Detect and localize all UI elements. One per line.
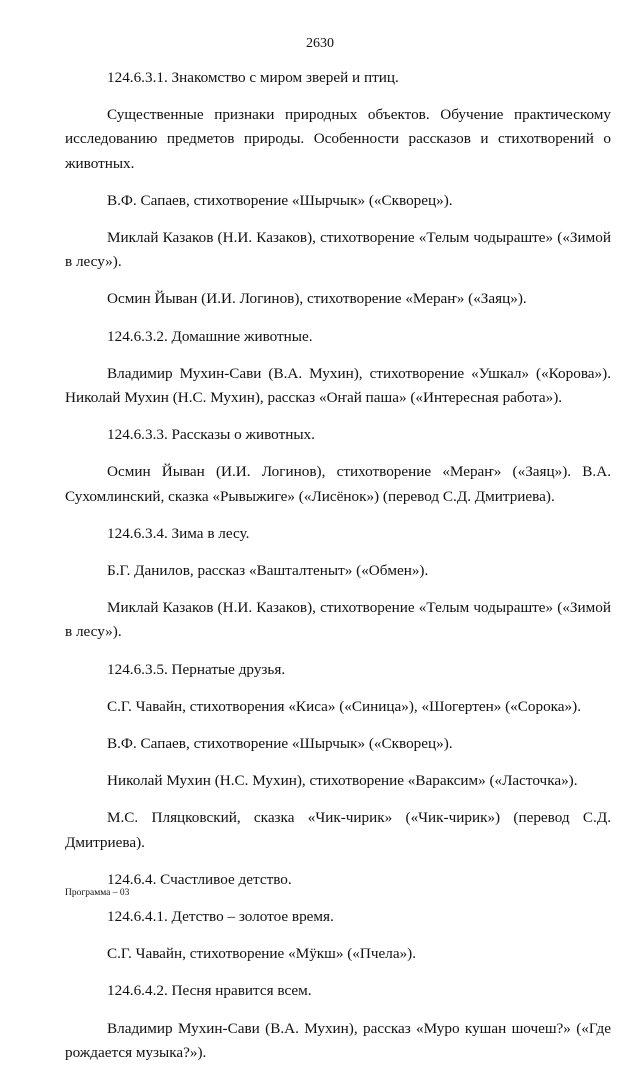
page-footer: Программа – 03 bbox=[65, 888, 130, 898]
paragraph-danilov-vashtaltenyt: Б.Г. Данилов, рассказ «Вашталтеныт» («Обмен»). bbox=[107, 562, 429, 580]
paragraph-section-124-6-3-4: 124.6.3.4. Зима в лесу. bbox=[107, 524, 250, 542]
paragraph-section-124-6-4-2: 124.6.4.2. Песня нравится всем. bbox=[107, 982, 312, 1000]
paragraph-mukhin-savi-muro: Владимир Мухин-Сави (В.А. Мухин), рассказ «Муро кушан шочеш?» («Где рождается музыка?»). bbox=[65, 1019, 611, 1061]
paragraph-kazakov-telym: Миклай Казаков (Н.И. Казаков), стихотворение «Телым чодыраште» («Зимой в лесу»). bbox=[65, 229, 611, 271]
paragraph-chavain-kisa: С.Г. Чавайн, стихотворения «Киса» («Синица»), «Шогертен» («Сорока»). bbox=[107, 697, 581, 715]
page-number: 2630 bbox=[306, 36, 334, 51]
paragraph-mukhin-varaksim: Николай Мухин (Н.С. Мухин), стихотворение «Вараксим» («Ласточка»). bbox=[107, 772, 578, 790]
paragraph-section-124-6-3-2: 124.6.3.2. Домашние животные. bbox=[107, 327, 313, 345]
paragraph-kazakov-telym-2: Миклай Казаков (Н.И. Казаков), стихотворение «Телым чодыраште» («Зимой в лесу»). bbox=[65, 599, 611, 641]
paragraph-osmin-meran: Осмин Йыван (И.И. Логинов), стихотворение «Мераҥ» («Заяц»). bbox=[107, 290, 527, 308]
paragraph-sapaev-shyrchyk: В.Ф. Сапаев, стихотворение «Шырчык» («Скворец»). bbox=[107, 191, 453, 209]
paragraph-section-124-6-4: 124.6.4. Счастливое детство. bbox=[107, 870, 292, 888]
paragraph-osmin-sukhomlinsky: Осмин Йыван (И.И. Логинов), стихотворение «Мераҥ» («Заяц»). В.А. Сухомлинский, сказка «Рывыжиге» («Лисёнок») (перевод С.Д. Дмитриева). bbox=[65, 463, 611, 505]
paragraph-section-124-6-3-5: 124.6.3.5. Пернатые друзья. bbox=[107, 660, 286, 678]
document-body bbox=[65, 66, 611, 1065]
paragraph-chavain-mukш: С.Г. Чавайн, стихотворение «Мӱкш» («Пчела»). bbox=[107, 945, 417, 963]
paragraph-sapaev-shyrchyk-2: В.Ф. Сапаев, стихотворение «Шырчык» («Скворец»). bbox=[107, 735, 453, 753]
paragraph-nature-features: Существенные признаки природных объектов. Обучение практическому исследованию предметов природы. Особенности рассказов и стихотворений о животных. bbox=[65, 106, 611, 172]
paragraph-section-124-6-3-1: 124.6.3.1. Знакомство с миром зверей и птиц. bbox=[107, 69, 399, 86]
paragraph-mukhin-ushkal: Владимир Мухин-Сави (В.А. Мухин), стихотворение «Ушкал» («Корова»). Николай Мухин (Н.С. Мухин), рассказ «Оҥай паша» («Интересная работа»). bbox=[65, 364, 611, 407]
paragraph-section-124-6-3-3: 124.6.3.3. Рассказы о животных. bbox=[107, 426, 315, 444]
paragraph-section-124-6-4-1: 124.6.4.1. Детство – золотое время. bbox=[107, 908, 334, 926]
paragraph-plyatskovsky: М.С. Пляцковский, сказка «Чик-чирик» («Чик-чирик») (перевод С.Д. Дмитриева). bbox=[65, 809, 611, 851]
